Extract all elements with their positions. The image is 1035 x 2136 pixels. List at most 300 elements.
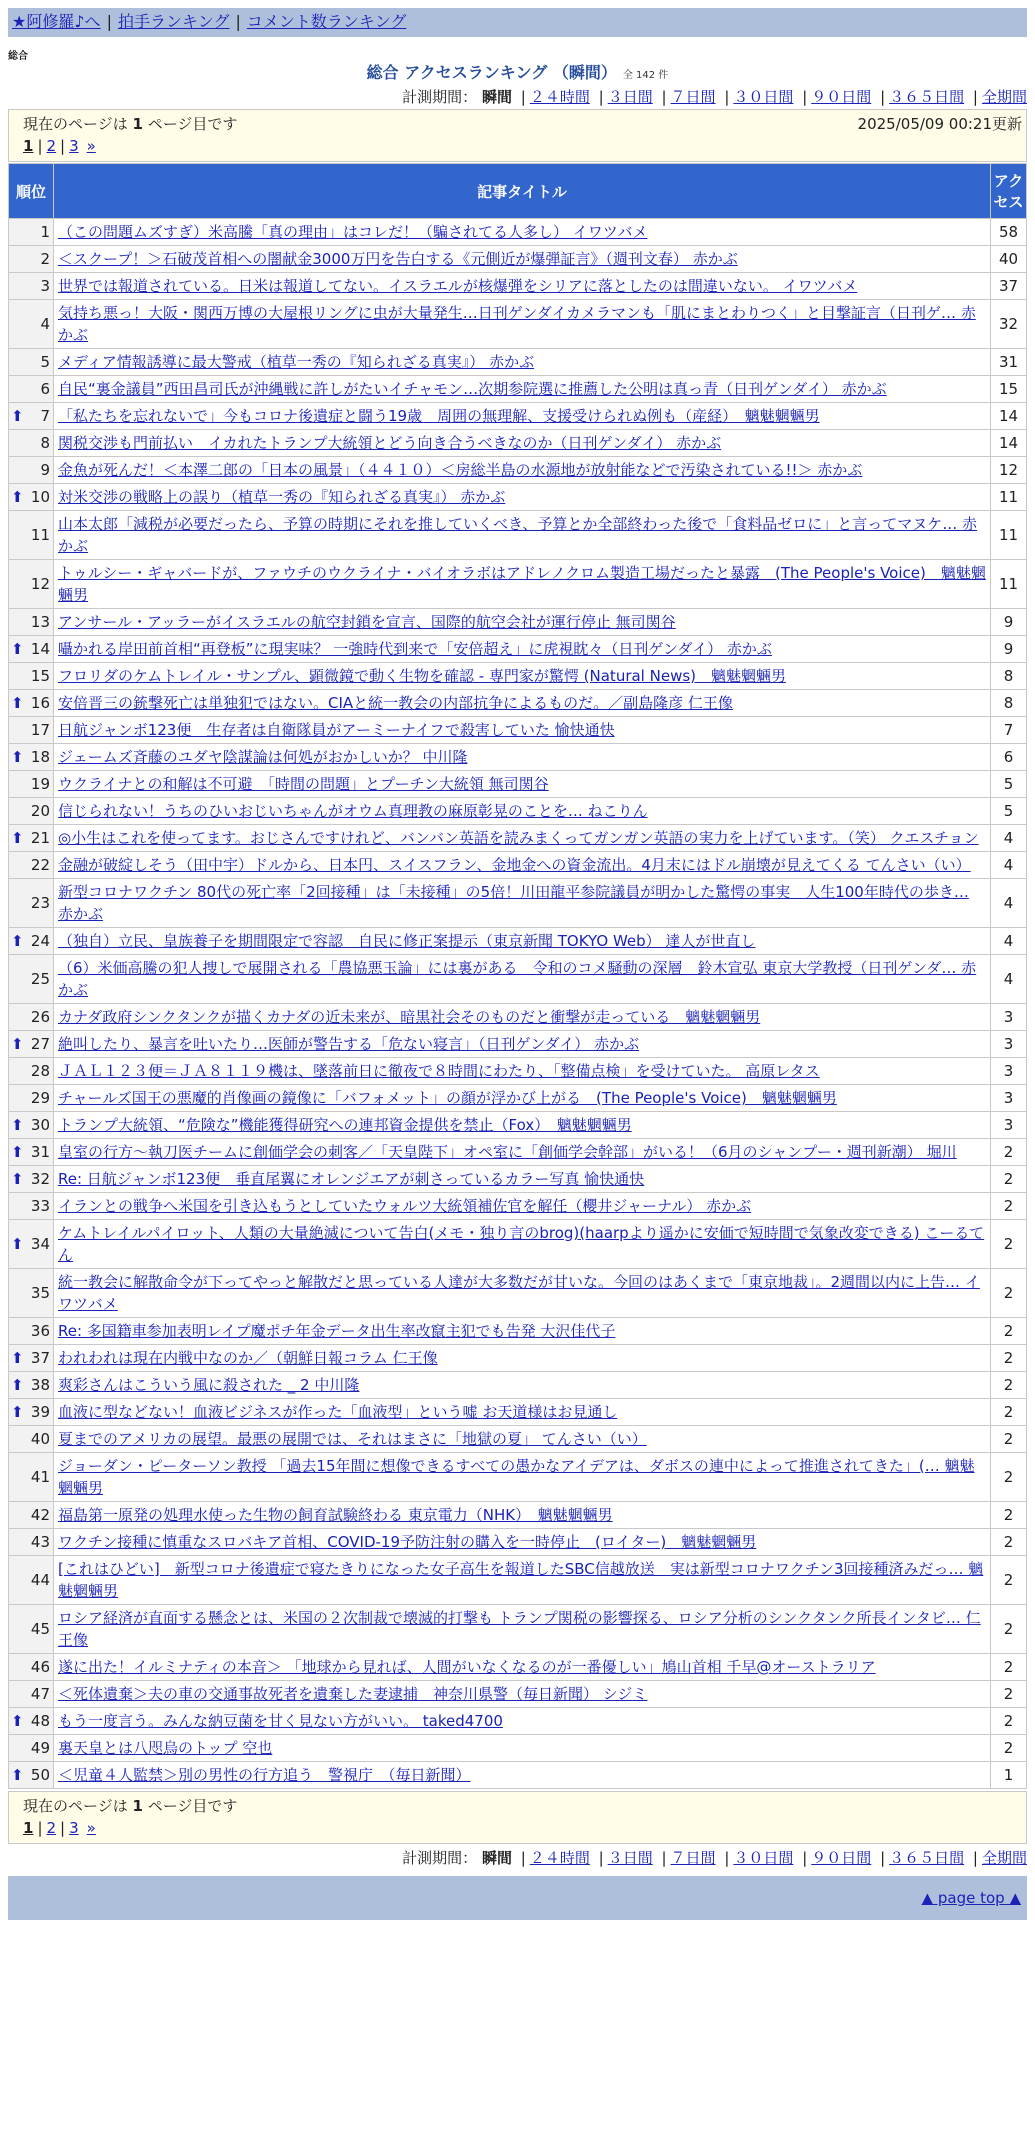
table-row (9, 690, 1027, 717)
access-count: 11 (991, 560, 1027, 609)
article-link[interactable]: 世界では報道されている。日米は報道してない。イスラエルが核爆弾をシリアに落としたのは間違いない。 イワツバメ (58, 277, 858, 295)
table-row (9, 219, 1027, 246)
article-link[interactable]: 安倍晋三の銃撃死亡は単独犯ではない。CIAと統一教会の内部抗争によるものだ。／副島隆彦 仁王像 (58, 694, 733, 712)
title-cell (54, 928, 991, 955)
rank-number: 45 (30, 1620, 50, 1638)
title-cell (54, 744, 991, 771)
rank-number: 22 (30, 856, 50, 874)
title-cell (54, 717, 991, 744)
title-cell (54, 219, 991, 246)
access-count: 4 (991, 928, 1027, 955)
article-link[interactable]: 爽彩さんはこういう風に殺された _ 2 中川隆 (58, 1376, 360, 1394)
rank-cell (9, 1269, 54, 1318)
table-row (9, 744, 1027, 771)
period-link-all[interactable]: 全期間 (981, 88, 1027, 106)
rank-cell (9, 1502, 54, 1529)
up-arrow-icon: ⬆ (11, 1235, 24, 1253)
rank-cell (9, 1345, 54, 1372)
page (8, 8, 1027, 1920)
article-link[interactable]: Re: 多国籍車参加表明レイプ魔ポチ年金データ出生率改竄主犯でも告発 大沢佳代子 (58, 1322, 616, 1340)
access-count: 31 (991, 349, 1027, 376)
table-row (9, 246, 1027, 273)
article-link[interactable]: フロリダのケムトレイル・サンプル、顕微鏡で動く生物を確認 - 専門家が驚愕 (Natural News) 魑魅魍魎男 (58, 667, 787, 685)
title-cell (54, 403, 991, 430)
period-link-7d[interactable]: ７日間 (670, 88, 716, 106)
title-cell (54, 1345, 991, 1372)
rank-cell (9, 349, 54, 376)
rank-cell (9, 1085, 54, 1112)
rank-cell (9, 1139, 54, 1166)
access-count: 2 (991, 1735, 1027, 1762)
table-row (9, 511, 1027, 560)
rank-number: 17 (30, 721, 50, 739)
rank-cell (9, 1556, 54, 1605)
rank-number: 40 (30, 1430, 50, 1448)
access-count: 11 (991, 511, 1027, 560)
nav-link-clap-ranking[interactable]: 拍手ランキング (117, 12, 230, 31)
period-link-365d-bottom[interactable]: ３６５日間 (889, 1849, 965, 1867)
table-row (9, 1681, 1027, 1708)
article-link[interactable]: 囁かれる岸田前首相“再登板”に現実味？ 一強時代到来で「安倍超え」に虎視眈々（日刊ゲンダイ） 赤かぶ (58, 640, 772, 658)
table-row (9, 1502, 1027, 1529)
access-count: 14 (991, 430, 1027, 457)
table-row (9, 1193, 1027, 1220)
article-link[interactable]: 金融が破綻しそう（田中宇）ドルから、日本円、スイスフラン、金地金への資金流出。4月末にはドル崩壊が見えてくる てんさい（い） (58, 856, 971, 874)
up-arrow-icon: ⬆ (11, 488, 24, 506)
table-row (9, 376, 1027, 403)
rank-cell (9, 273, 54, 300)
footer-bar (8, 1876, 1027, 1920)
rank-cell (9, 663, 54, 690)
page-status-bottom: 現在のページは 1 ページ目です (23, 1797, 238, 1815)
table-row (9, 484, 1027, 511)
period-link-3d-bottom[interactable]: ３日間 (607, 1849, 653, 1867)
article-link[interactable]: 福島第一原発の処理水使った生物の飼育試験終わる 東京電力（NHK） 魑魅魍魎男 (58, 1506, 613, 1524)
article-link[interactable]: 裏天皇とは八咫烏のトップ 空也 (58, 1739, 273, 1757)
rank-number: 31 (30, 1143, 50, 1161)
article-link[interactable]: 新型コロナワクチン 80代の死亡率「2回接種」は「未接種」の5倍！川田龍平参院議員が明かした驚愕の事実 人生100年時代の歩き… 赤かぶ (58, 883, 969, 923)
updated-time: 2025/05/09 00:21更新 (857, 115, 1022, 133)
rank-cell (9, 1426, 54, 1453)
article-link[interactable]: われわれは現在内戦中なのか／（朝鮮日報コラム 仁王像 (58, 1349, 438, 1367)
rank-cell (9, 1058, 54, 1085)
pager-bottom (8, 1791, 1027, 1844)
period-label: 計測期間： (402, 88, 478, 106)
rank-number: 35 (30, 1284, 50, 1302)
rank-cell (9, 852, 54, 879)
period-link-24h[interactable]: ２４時間 (529, 88, 590, 106)
article-link[interactable]: （独自）立民、皇族養子を期間限定で容認 自民に修正案提示（東京新聞 TOKYO Web） 達人が世直し (58, 932, 756, 950)
article-link[interactable]: ケムトレイルパイロット、人類の大量絶滅について告白(メモ・独り言のbrog)(haarpより遥かに安価で短時間で気象改変できる) こーるてん (58, 1224, 985, 1264)
title-cell (54, 955, 991, 1004)
access-count: 37 (991, 273, 1027, 300)
title-cell (54, 246, 991, 273)
up-arrow-icon: ⬆ (11, 829, 24, 847)
access-count: 2 (991, 1372, 1027, 1399)
rank-number: 41 (30, 1468, 50, 1486)
rank-number: 13 (30, 613, 50, 631)
rank-cell (9, 1004, 54, 1031)
rank-number: 47 (30, 1685, 50, 1703)
article-link[interactable]: メディア情報誘導に最大警戒（植草一秀の『知られざる真実』） 赤かぶ (58, 353, 535, 371)
rank-cell (9, 1654, 54, 1681)
title-cell (54, 1529, 991, 1556)
title-cell (54, 1654, 991, 1681)
table-row (9, 1529, 1027, 1556)
period-link-30d-bottom[interactable]: ３０日間 (733, 1849, 794, 1867)
title-cell (54, 1453, 991, 1502)
rank-cell (9, 300, 54, 349)
table-row (9, 1031, 1027, 1058)
table-row (9, 1654, 1027, 1681)
rank-number: 25 (30, 970, 50, 988)
article-link[interactable]: アンサール・アッラーがイスラエルの航空封鎖を宣言、国際的航空会社が運行停止 無司関谷 (58, 613, 676, 631)
rank-cell (9, 457, 54, 484)
article-link[interactable]: ロシア経済が直面する懸念とは、米国の２次制裁で壊滅的打撃も トランプ関税の影響探る、ロシア分析のシンクタンク所長インタビ… 仁王像 (58, 1609, 981, 1649)
title-cell (54, 1762, 991, 1789)
title-cell (54, 1605, 991, 1654)
rank-cell (9, 636, 54, 663)
rank-number: 9 (40, 461, 50, 479)
rank-cell (9, 1529, 54, 1556)
page-links: 1 | 2 | 3 » (23, 137, 96, 155)
access-count: 2 (991, 1681, 1027, 1708)
table-row (9, 1269, 1027, 1318)
period-link-3d[interactable]: ３日間 (607, 88, 653, 106)
total-count: 全 142 件 (622, 70, 669, 81)
table-row (9, 798, 1027, 825)
table-row (9, 717, 1027, 744)
period-link-365d[interactable]: ３６５日間 (889, 88, 965, 106)
title-cell (54, 300, 991, 349)
rank-cell (9, 928, 54, 955)
period-link-all-bottom[interactable]: 全期間 (981, 1849, 1027, 1867)
rank-cell (9, 1453, 54, 1502)
article-link[interactable]: 関税交渉も門前払い イカれたトランプ大統領とどう向き合うべきなのか（日刊ゲンダイ） 赤かぶ (58, 434, 722, 452)
access-count: 2 (991, 1529, 1027, 1556)
rank-cell (9, 484, 54, 511)
article-link[interactable]: 統一教会に解散命令が下ってやっと解散だと思っている人達が大多数だが甘いな。今回のはあくまで「東京地裁」。2週間以内に上告… イワツバメ (58, 1273, 980, 1313)
access-count: 8 (991, 690, 1027, 717)
rank-number: 39 (30, 1403, 50, 1421)
access-count: 2 (991, 1345, 1027, 1372)
table-row (9, 928, 1027, 955)
table-row (9, 1112, 1027, 1139)
pager-top (8, 109, 1027, 162)
access-count: 9 (991, 636, 1027, 663)
rank-cell (9, 798, 54, 825)
period-selector-top: 計測期間： 瞬間 | ２４時間 | ３日間 | ７日間 | ３０日間 | ９０日間 | ３６５日間 | 全期間 (402, 88, 1027, 106)
title-cell (54, 771, 991, 798)
title-cell (54, 852, 991, 879)
period-current: 瞬間 (481, 88, 512, 106)
access-count: 4 (991, 825, 1027, 852)
table-row (9, 1345, 1027, 1372)
table-row (9, 609, 1027, 636)
access-count: 2 (991, 1708, 1027, 1735)
table-row (9, 1556, 1027, 1605)
article-link[interactable]: ウクライナとの和解は不可避 「時間の問題」とプーチン大統領 無司関谷 (58, 775, 549, 793)
article-link[interactable]: 「私たちを忘れないで」今もコロナ後遺症と闘う19歳 周囲の無理解、支援受けられぬ例も（産経） 魑魅魍魎男 (58, 407, 820, 425)
article-link[interactable]: 自民“裏金議員”西田昌司氏が沖縄戦に許しがたいイチャモン…次期参院選に推薦した公明は真っ青（日刊ゲンダイ） 赤かぶ (58, 380, 887, 398)
rank-cell (9, 717, 54, 744)
article-link[interactable]: ◎小生はこれを使ってます。おじさんですけれど、バンバン英語を読みまくってガンガン英語の実力を上げています。（笑） クエスチョン (58, 829, 979, 847)
article-link[interactable]: 金魚が死んだ！＜本澤二郎の「日本の風景」（４４１０）＜房総半島の水源地が放射能などで汚染されている!!＞ 赤かぶ (58, 461, 863, 479)
article-link[interactable]: [これはひどい] 新型コロナ後遺症で寝たきりになった女子高生を報道したSBC信越放送 実は新型コロナワクチン3回接種済みだっ… 魑魅魍魎男 (58, 1560, 984, 1600)
title-cell (54, 1426, 991, 1453)
title-cell (54, 1031, 991, 1058)
rank-cell (9, 376, 54, 403)
article-link[interactable]: イランとの戦争へ米国を引き込もうとしていたウォルツ大統領補佐官を解任（櫻井ジャーナル） 赤かぶ (58, 1197, 752, 1215)
access-count: 4 (991, 879, 1027, 928)
rank-cell (9, 879, 54, 928)
title-cell (54, 376, 991, 403)
up-arrow-icon: ⬆ (11, 1035, 24, 1053)
title-cell (54, 430, 991, 457)
article-link[interactable]: カナダ政府シンクタンクが描くカナダの近未来が、暗黒社会そのものだと衝撃が走っている 魑魅魍魎男 (58, 1008, 761, 1026)
access-count: 3 (991, 1031, 1027, 1058)
page-links-bottom: 1 | 2 | 3 » (23, 1819, 96, 1837)
ranking-title: 総合 アクセスランキング （瞬間） (366, 63, 617, 82)
rank-number: 30 (30, 1116, 50, 1134)
rank-number: 10 (30, 488, 50, 506)
table-row (9, 663, 1027, 690)
title-cell (54, 1269, 991, 1318)
page-top-link[interactable]: ▲ page top ▲ (921, 1889, 1021, 1907)
article-link[interactable]: ＪＡＬ１２３便＝ＪＡ８１１９機は、墜落前日に徹夜で８時間にわたり、「整備点検」を受けていた。 高原レタス (58, 1062, 820, 1080)
table-row (9, 1453, 1027, 1502)
page-link-3[interactable]: 3 (69, 137, 79, 155)
rank-cell (9, 1399, 54, 1426)
table-row (9, 852, 1027, 879)
rank-number: 43 (30, 1533, 50, 1551)
table-row (9, 300, 1027, 349)
rank-cell (9, 430, 54, 457)
up-arrow-icon: ⬆ (11, 1116, 24, 1134)
title-cell (54, 1139, 991, 1166)
access-count: 2 (991, 1605, 1027, 1654)
access-count: 9 (991, 609, 1027, 636)
page-link-next-bottom[interactable]: » (86, 1819, 96, 1837)
article-link[interactable]: トランプ大統領、“危険な”機能獲得研究への連邦資金提供を禁止（Fox） 魑魅魍魎男 (58, 1116, 632, 1134)
access-count: 2 (991, 1426, 1027, 1453)
title-cell (54, 511, 991, 560)
period-link-24h-bottom[interactable]: ２４時間 (529, 1849, 590, 1867)
title-cell (54, 560, 991, 609)
article-link[interactable]: Re: 日航ジャンボ123便 垂直尾翼にオレンジエアが刺さっているカラー写真 愉快通快 (58, 1170, 645, 1188)
rank-number: 46 (30, 1658, 50, 1676)
access-count: 40 (991, 246, 1027, 273)
up-arrow-icon: ⬆ (11, 1143, 24, 1161)
ranking-rows (9, 219, 1027, 1789)
col-rank: 順位 (9, 164, 54, 219)
table-row (9, 1708, 1027, 1735)
access-count: 2 (991, 1453, 1027, 1502)
access-count: 2 (991, 1139, 1027, 1166)
access-count: 1 (991, 1762, 1027, 1789)
rank-cell (9, 511, 54, 560)
rank-cell (9, 609, 54, 636)
rank-number: 4 (40, 315, 50, 333)
table-row (9, 1220, 1027, 1269)
access-count: 2 (991, 1318, 1027, 1345)
period-link-30d[interactable]: ３０日間 (733, 88, 794, 106)
article-link[interactable]: チャールズ国王の悪魔的肖像画の鏡像に「バフォメット」の顔が浮かび上がる (The People's Voice) 魑魅魍魎男 (58, 1089, 837, 1107)
rank-number: 12 (30, 575, 50, 593)
rank-cell (9, 1735, 54, 1762)
period-link-90d-bottom[interactable]: ９０日間 (811, 1849, 872, 1867)
access-count: 3 (991, 1085, 1027, 1112)
article-link[interactable]: 絶叫したり、暴言を吐いたり…医師が警告する「危ない寝言」（日刊ゲンダイ） 赤かぶ (58, 1035, 640, 1053)
up-arrow-icon: ⬆ (11, 1170, 24, 1188)
title-cell (54, 273, 991, 300)
rank-number: 8 (40, 434, 50, 452)
up-arrow-icon: ⬆ (11, 640, 24, 658)
rank-cell (9, 1220, 54, 1269)
page-current-bottom: 1 (23, 1819, 34, 1837)
rank-cell (9, 560, 54, 609)
table-row (9, 349, 1027, 376)
rank-number: 44 (30, 1571, 50, 1589)
title-cell (54, 1058, 991, 1085)
rank-number: 26 (30, 1008, 50, 1026)
rank-number: 3 (40, 277, 50, 295)
rank-number: 16 (30, 694, 50, 712)
table-row (9, 1605, 1027, 1654)
page-link-next[interactable]: » (86, 137, 96, 155)
table-row (9, 1058, 1027, 1085)
rank-number: 7 (40, 407, 50, 425)
article-link[interactable]: ＜児童４人監禁＞別の男性の行方追う 警視庁 （毎日新聞） (58, 1766, 471, 1784)
rank-cell (9, 690, 54, 717)
period-selector-bottom: 計測期間： 瞬間 | ２４時間 | ３日間 | ７日間 | ３０日間 | ９０日間 | ３６５日間 | 全期間 (402, 1849, 1027, 1867)
access-count: 32 (991, 300, 1027, 349)
top-nav: ★阿修羅♪へ | 拍手ランキング | コメント数ランキング (8, 8, 1027, 37)
rank-cell (9, 1318, 54, 1345)
access-count: 5 (991, 798, 1027, 825)
rank-number: 6 (40, 380, 50, 398)
article-link[interactable]: ジェームズ斉藤のユダヤ陰謀論は何処がおかしいか？ 中川隆 (58, 748, 468, 766)
title-cell (54, 349, 991, 376)
title-cell (54, 1502, 991, 1529)
article-link[interactable]: 血液に型などない！血液ビジネスが作った「血液型」という嘘 お天道様はお見通し (58, 1403, 618, 1421)
rank-cell (9, 1112, 54, 1139)
rank-cell (9, 1708, 54, 1735)
access-count: 3 (991, 1058, 1027, 1085)
title-cell (54, 690, 991, 717)
title-cell (54, 1112, 991, 1139)
title-cell (54, 1708, 991, 1735)
period-link-90d[interactable]: ９０日間 (811, 88, 872, 106)
title-cell (54, 1166, 991, 1193)
title-cell (54, 1681, 991, 1708)
article-link[interactable]: 夏までのアメリカの展望。最悪の展開では、それはまさに「地獄の夏」 てんさい（い） (58, 1430, 647, 1448)
rank-cell (9, 246, 54, 273)
col-access: アクセス (991, 164, 1027, 219)
table-row (9, 1426, 1027, 1453)
rank-number: 23 (30, 894, 50, 912)
article-link[interactable]: 対米交渉の戦略上の誤り（植草一秀の『知られざる真実』） 赤かぶ (58, 488, 506, 506)
table-row (9, 560, 1027, 609)
rank-cell (9, 1762, 54, 1789)
access-count: 4 (991, 955, 1027, 1004)
page-link-2-bottom[interactable]: 2 (46, 1819, 57, 1837)
rank-cell (9, 825, 54, 852)
table-row (9, 636, 1027, 663)
article-link[interactable]: トゥルシー・ギャバードが、ファウチのウクライナ・バイオラボはアドレノクロム製造工場だったと暴露 (The People's Voice) 魑魅魍魎男 (58, 564, 986, 604)
rank-cell (9, 744, 54, 771)
article-link[interactable]: ＜スクープ！＞石破茂首相への闇献金3000万円を告白する《元側近が爆弾証言》（週刊文春） 赤かぶ (58, 250, 738, 268)
access-count: 2 (991, 1220, 1027, 1269)
rank-cell (9, 1166, 54, 1193)
ranking-table (8, 163, 1027, 1789)
title-cell (54, 1220, 991, 1269)
title-cell (54, 1004, 991, 1031)
article-link[interactable]: （この問題ムズすぎ）米高騰「真の理由」はコレだ！（騙されてる人多し） イワツバメ (58, 223, 648, 241)
rank-number: 14 (30, 640, 50, 658)
page-link-3-bottom[interactable]: 3 (69, 1819, 79, 1837)
article-link[interactable]: 信じられない！うちのひいおじいちゃんがオウム真理教の麻原彰晃のことを… ねこりん (58, 802, 648, 820)
article-link[interactable]: ジョーダン・ピーターソン教授 「過去15年間に想像できるすべての愚かなアイデアは、ダボスの連中によって推進されてきた」(… 魑魅魍魎男 (58, 1457, 975, 1497)
table-row (9, 1762, 1027, 1789)
access-count: 3 (991, 1004, 1027, 1031)
title-cell (54, 1085, 991, 1112)
access-count: 3 (991, 1112, 1027, 1139)
up-arrow-icon: ⬆ (11, 1712, 24, 1730)
article-link[interactable]: もう一度言う。みんな納豆菌を甘く見ない方がいい。 taked4700 (58, 1712, 503, 1730)
up-arrow-icon: ⬆ (11, 1766, 24, 1784)
access-count: 2 (991, 1556, 1027, 1605)
title-cell (54, 879, 991, 928)
article-link[interactable]: 日航ジャンボ123便 生存者は自衛隊員がアーミーナイフで殺害していた 愉快通快 (58, 721, 615, 739)
rank-cell (9, 403, 54, 430)
article-link[interactable]: （6）米価高騰の犯人捜しで展開される「農協悪玉論」には裏がある 令和のコメ騒動の深層 鈴木宣弘 東京大学教授（日刊ゲンダ… 赤かぶ (58, 959, 977, 999)
table-row (9, 1399, 1027, 1426)
col-title: 記事タイトル (54, 164, 991, 219)
table-header (9, 164, 1027, 219)
table-row (9, 1139, 1027, 1166)
access-count: 2 (991, 1193, 1027, 1220)
nav-link-comment-ranking[interactable]: コメント数ランキング (246, 12, 407, 31)
article-link[interactable]: 山本太郎「減税が必要だったら、予算の時期にそれを推していくべき、予算とか全部終わった後で「食料品ゼロに」と言ってマヌケ… 赤かぶ (58, 515, 978, 555)
article-link[interactable]: ＜死体遺棄＞夫の車の交通事故死者を遺棄した妻逮捕 神奈川県警（毎日新聞） シジミ (58, 1685, 648, 1703)
rank-number: 29 (30, 1089, 50, 1107)
nav-link-asyura[interactable]: ★阿修羅♪へ (12, 12, 101, 31)
period-link-7d-bottom[interactable]: ７日間 (670, 1849, 716, 1867)
page-current: 1 (23, 137, 34, 155)
article-link[interactable]: ワクチン接種に慎重なスロバキア首相、COVID-19予防注射の購入を一時停止 (ロイター) 魑魅魍魎男 (58, 1533, 757, 1551)
up-arrow-icon: ⬆ (11, 1349, 24, 1367)
up-arrow-icon: ⬆ (11, 694, 24, 712)
rank-number: 32 (30, 1170, 50, 1188)
title-cell (54, 825, 991, 852)
rank-number: 50 (30, 1766, 50, 1784)
title-cell (54, 609, 991, 636)
access-count: 6 (991, 744, 1027, 771)
table-row (9, 1372, 1027, 1399)
title-cell (54, 636, 991, 663)
rank-number: 18 (30, 748, 50, 766)
article-link[interactable]: 気持ち悪っ！大阪・関西万博の大屋根リングに虫が大量発生…日刊ゲンダイカメラマンも「肌にまとわりつく」と目撃証言（日刊ゲ… 赤かぶ (58, 304, 976, 344)
table-row (9, 457, 1027, 484)
article-link[interactable]: 皇室の行方～執刀医チームに創価学会の刺客／「天皇陛下」オペ室に「創価学会幹部」がいる！（6月のシャンプー・週刊新潮） 堀川 (58, 1143, 957, 1161)
table-row (9, 1735, 1027, 1762)
rank-cell (9, 1031, 54, 1058)
article-link[interactable]: 遂に出た！イルミナティの本音＞ 「地球から見れば、人間がいなくなるのが一番優しい」鳩山首相 千早@オーストラリア (58, 1658, 876, 1676)
table-row (9, 879, 1027, 928)
page-link-2[interactable]: 2 (46, 137, 57, 155)
rank-number: 19 (30, 775, 50, 793)
